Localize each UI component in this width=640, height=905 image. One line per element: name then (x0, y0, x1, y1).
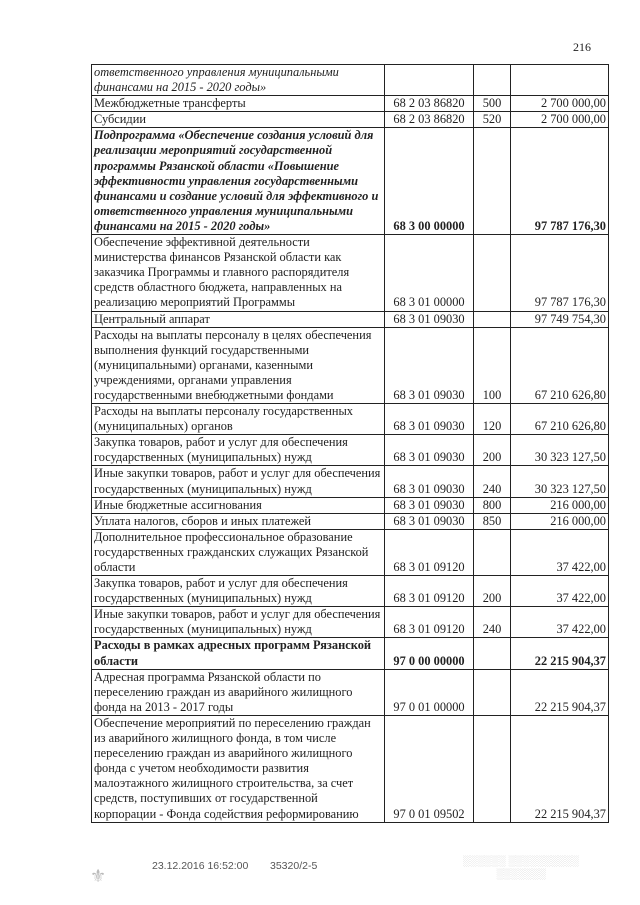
table-row (92, 128, 609, 235)
table-row (92, 235, 609, 311)
row-name-cell: Дополнительное профессиональное образование государственных гражданских служащих Рязанской области (92, 529, 385, 575)
row-name-cell: Иные закупки товаров, работ и услуг для обеспечения государственных (муниципальных) нужд (92, 607, 385, 638)
footer-date: 23.12.2016 16:52:00 (152, 860, 249, 872)
row-sum-cell: 216 000,00 (511, 497, 609, 513)
row-sum-cell: 22 215 904,37 (511, 715, 609, 822)
row-code-cell: 97 0 01 00000 (385, 669, 474, 715)
row-code-cell (385, 65, 474, 96)
row-code-cell: 68 2 03 86820 (385, 96, 474, 112)
row-sum-cell: 37 422,00 (511, 576, 609, 607)
row-code-cell: 68 3 01 09120 (385, 607, 474, 638)
row-sum-cell: 22 215 904,37 (511, 638, 609, 669)
row-code-cell: 68 2 03 86820 (385, 112, 474, 128)
row-sum-cell: 67 210 626,80 (511, 404, 609, 435)
row-sum-cell: 67 210 626,80 (511, 327, 609, 403)
table-row (92, 638, 609, 669)
row-sum-cell: 2 700 000,00 (511, 112, 609, 128)
row-code-cell: 68 3 01 09030 (385, 497, 474, 513)
row-type-cell: 200 (474, 435, 511, 466)
row-name-cell: Уплата налогов, сборов и иных платежей (92, 513, 385, 529)
table-row (92, 513, 609, 529)
row-name-cell: Субсидии (92, 112, 385, 128)
table-row (92, 112, 609, 128)
row-name-cell: Обеспечение эффективной деятельности министерства финансов Рязанской области как заказчика Программы и главного распорядителя средств областного бюджета, направленных на реализацию мероприятий Программы (92, 235, 385, 311)
row-type-cell (474, 311, 511, 327)
row-sum-cell: 30 323 127,50 (511, 466, 609, 497)
row-name-cell: Закупка товаров, работ и услуг для обеспечения государственных (муниципальных) нужд (92, 576, 385, 607)
row-code-cell: 68 3 01 09030 (385, 513, 474, 529)
watermark-stamp: ░░░░░░ ░░░░░░░░░░ ░░░░░░░ (462, 856, 580, 880)
table-row (92, 435, 609, 466)
row-type-cell (474, 638, 511, 669)
row-type-cell: 500 (474, 96, 511, 112)
row-sum-cell: 97 787 176,30 (511, 128, 609, 235)
row-sum-cell: 37 422,00 (511, 529, 609, 575)
table-row (92, 669, 609, 715)
row-type-cell: 240 (474, 607, 511, 638)
row-sum-cell: 22 215 904,37 (511, 669, 609, 715)
table-row (92, 404, 609, 435)
row-code-cell: 97 0 00 00000 (385, 638, 474, 669)
row-code-cell: 68 3 01 09030 (385, 466, 474, 497)
row-name-cell: Закупка товаров, работ и услуг для обеспечения государственных (муниципальных) нужд (92, 435, 385, 466)
row-name-cell: Иные бюджетные ассигнования (92, 497, 385, 513)
table-row (92, 529, 609, 575)
table-row (92, 576, 609, 607)
table-row (92, 65, 609, 96)
row-type-cell: 200 (474, 576, 511, 607)
row-code-cell: 97 0 01 09502 (385, 715, 474, 822)
emblem-icon: ⚜ (90, 866, 107, 886)
row-code-cell: 68 3 01 00000 (385, 235, 474, 311)
table-row (92, 311, 609, 327)
row-sum-cell: 97 787 176,30 (511, 235, 609, 311)
row-name-cell: Адресная программа Рязанской области по переселению граждан из аварийного жилищного фонда на 2013 - 2017 годы (92, 669, 385, 715)
table-row (92, 327, 609, 403)
row-sum-cell: 97 749 754,30 (511, 311, 609, 327)
row-name-cell: Подпрограмма «Обеспечение создания условий для реализации мероприятий государственной программы Рязанской области «Повышение эффективности управления государственными финансами и создание условий для эффективного и ответственного управления муниципальными финансами на 2015 - 2020 годы» (92, 128, 385, 235)
row-code-cell: 68 3 01 09030 (385, 311, 474, 327)
row-sum-cell: 30 323 127,50 (511, 435, 609, 466)
row-code-cell: 68 3 01 09120 (385, 529, 474, 575)
row-sum-cell: 37 422,00 (511, 607, 609, 638)
row-type-cell (474, 669, 511, 715)
row-type-cell: 520 (474, 112, 511, 128)
row-type-cell (474, 128, 511, 235)
footer-doc-code: 35320/2-5 (270, 860, 318, 872)
budget-table (91, 64, 609, 823)
row-name-cell: ответственного управления муниципальными финансами на 2015 - 2020 годы» (92, 65, 385, 96)
table-row (92, 466, 609, 497)
row-type-cell: 100 (474, 327, 511, 403)
row-code-cell: 68 3 01 09030 (385, 327, 474, 403)
row-type-cell (474, 529, 511, 575)
row-name-cell: Расходы на выплаты персоналу в целях обеспечения выполнения функций государственными (муниципальными) органами, казенными учреждениями, органами управления государственными внебюджетными фондами (92, 327, 385, 403)
page-number: 216 (573, 40, 591, 54)
row-type-cell (474, 715, 511, 822)
row-name-cell: Центральный аппарат (92, 311, 385, 327)
row-type-cell: 240 (474, 466, 511, 497)
table-row (92, 497, 609, 513)
row-type-cell: 800 (474, 497, 511, 513)
table-row (92, 607, 609, 638)
row-sum-cell (511, 65, 609, 96)
row-type-cell: 120 (474, 404, 511, 435)
table-row (92, 96, 609, 112)
row-name-cell: Иные закупки товаров, работ и услуг для обеспечения государственных (муниципальных) нужд (92, 466, 385, 497)
row-code-cell: 68 3 01 09120 (385, 576, 474, 607)
row-name-cell: Межбюджетные трансферты (92, 96, 385, 112)
row-type-cell: 850 (474, 513, 511, 529)
row-code-cell: 68 3 00 00000 (385, 128, 474, 235)
table-row (92, 715, 609, 822)
row-code-cell: 68 3 01 09030 (385, 404, 474, 435)
row-name-cell: Обеспечение мероприятий по переселению граждан из аварийного жилищного фонда, в том числе переселению граждан из аварийного жилищного фонда с учетом необходимости развития малоэтажного жилищного строительства, за счет средств, поступивших от государственной корпорации - Фонда содействия реформированию (92, 715, 385, 822)
row-type-cell (474, 235, 511, 311)
row-sum-cell: 216 000,00 (511, 513, 609, 529)
row-name-cell: Расходы на выплаты персоналу государственных (муниципальных) органов (92, 404, 385, 435)
row-code-cell: 68 3 01 09030 (385, 435, 474, 466)
row-name-cell: Расходы в рамках адресных программ Рязанской области (92, 638, 385, 669)
row-type-cell (474, 65, 511, 96)
row-sum-cell: 2 700 000,00 (511, 96, 609, 112)
